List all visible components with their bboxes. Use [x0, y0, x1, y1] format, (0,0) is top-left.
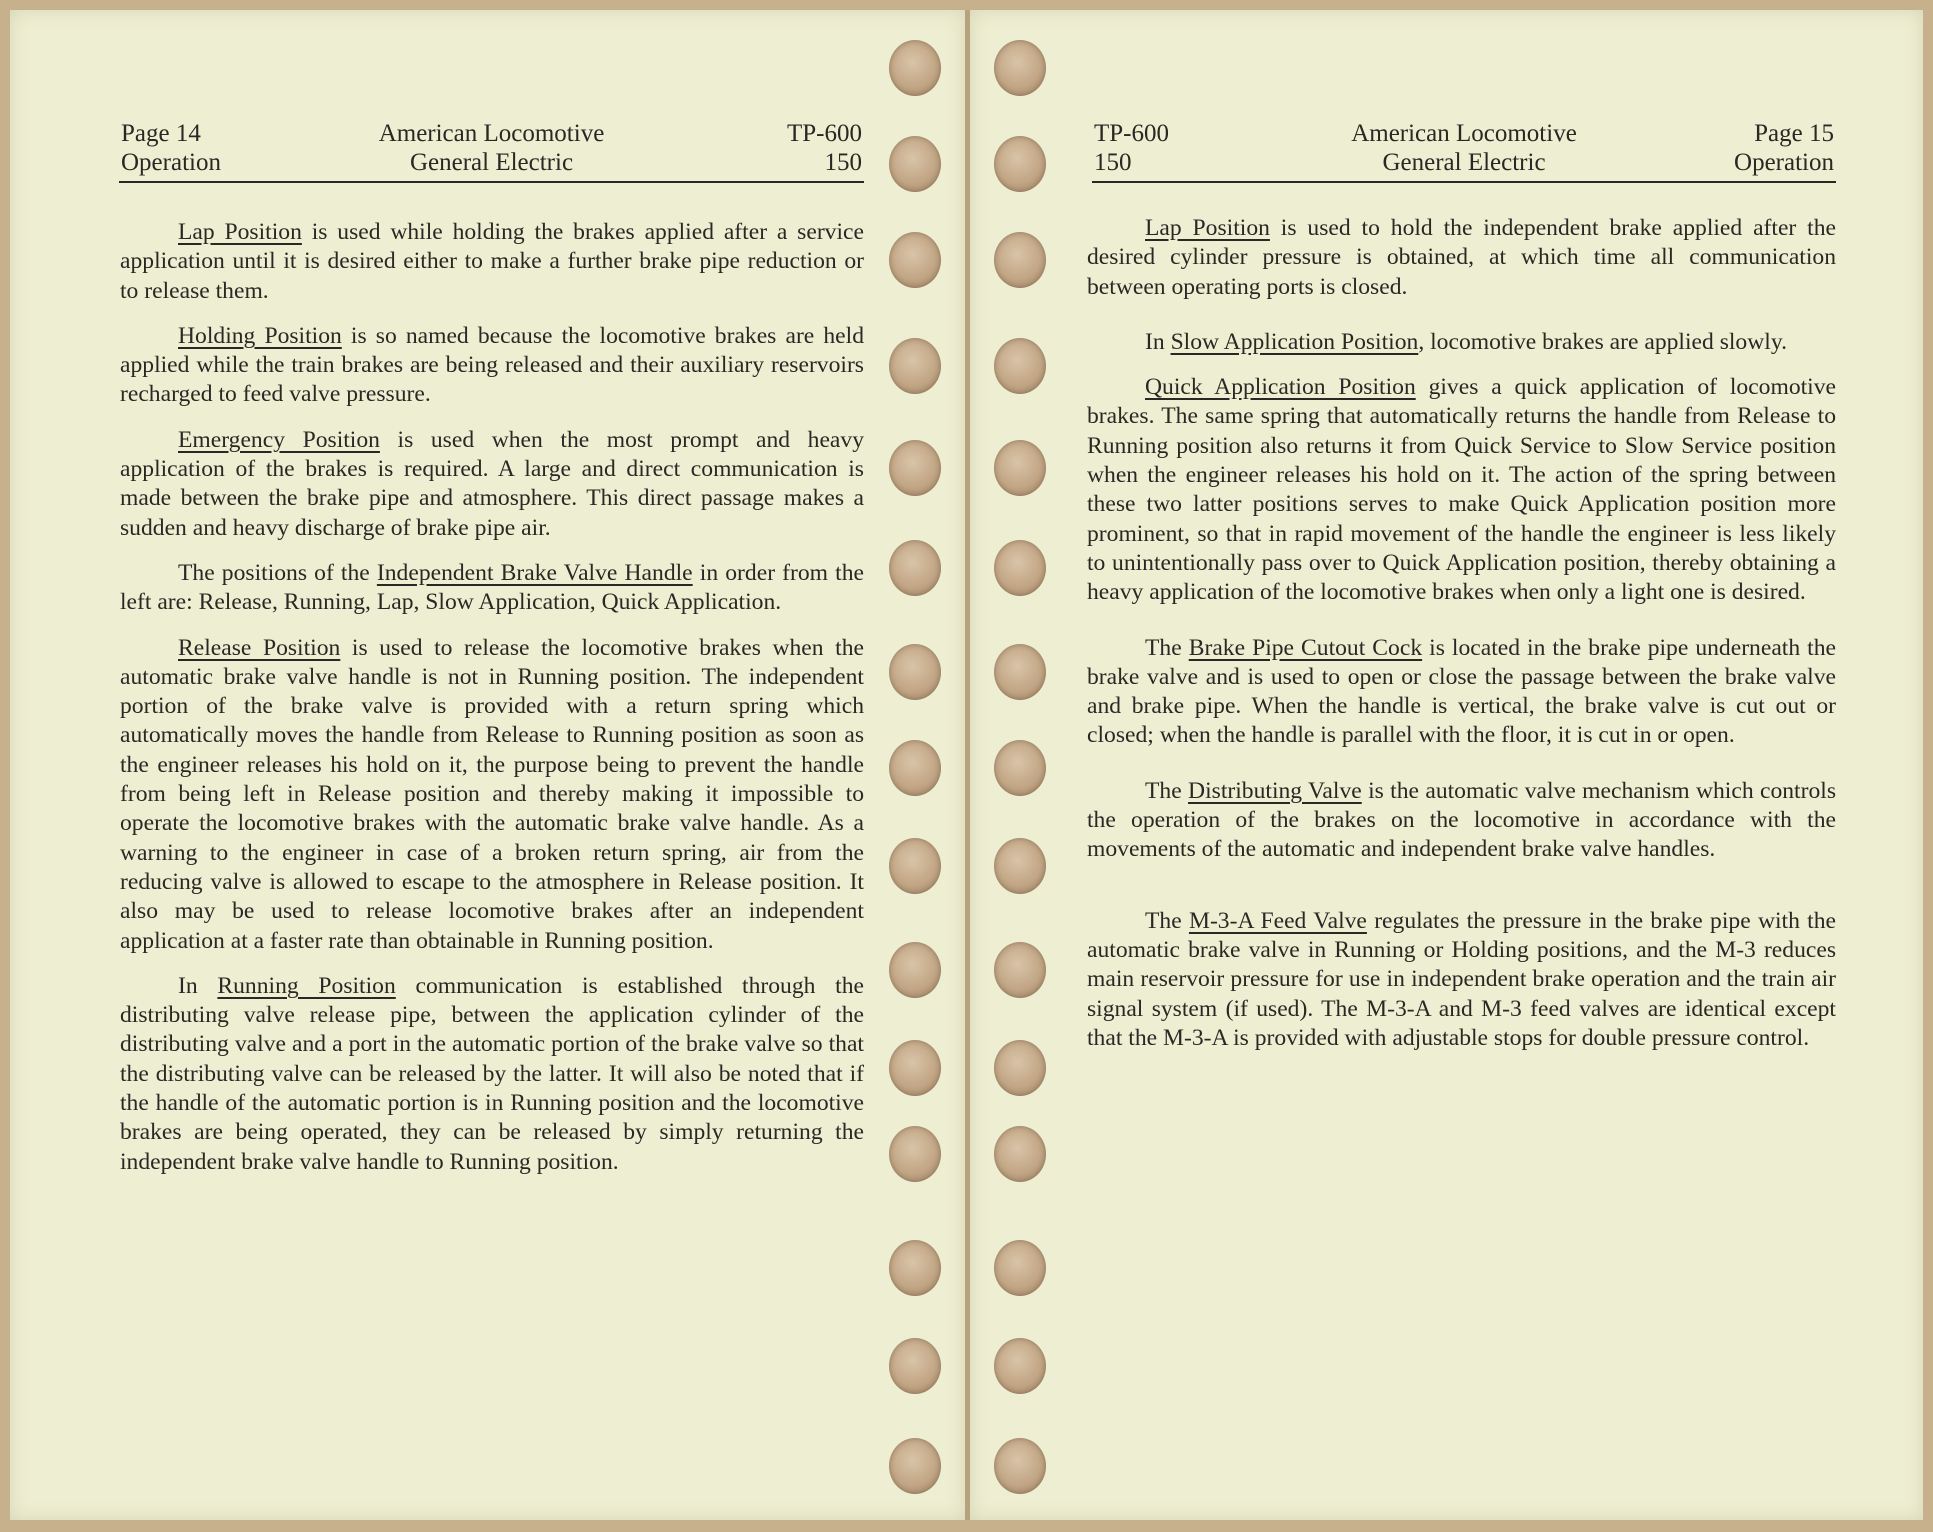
- left-page: [10, 10, 965, 1520]
- document-number: 150: [1094, 149, 1132, 176]
- right-page-body: [1087, 214, 1836, 1069]
- paragraph-brake-pipe-cutout-cock: The Brake Pipe Cutout Cock is located in the brake pipe underneath the brake valve and is used to open or close the passage between the brake valve and brake pipe. When the handle is vertical, the brake valve is cut out or closed; when the handle is parallel with the floor, it is cut in or open.: [1087, 634, 1836, 749]
- term-emergency-position: Emergency Position: [178, 426, 380, 453]
- left-page-body: [120, 218, 864, 1193]
- right-header-center-column: [1092, 119, 1836, 177]
- term-distributing-valve: Distributing Valve: [1188, 777, 1362, 804]
- term-lap-position: Lap Position: [1145, 215, 1270, 241]
- page-number: Page 15: [1754, 120, 1834, 147]
- paragraph-slow-application-position: In Slow Application Position, locomotive brakes are applied slowly.: [1145, 328, 1787, 355]
- term-lap-position: Lap Position: [178, 219, 302, 245]
- left-page-header: [119, 111, 864, 183]
- term-running-position: Running Position: [217, 972, 396, 999]
- page-number: Page 14: [121, 120, 201, 147]
- term-independent-brake-valve-handle: Independent Brake Valve Handle: [376, 559, 693, 586]
- section-label: Operation: [1734, 149, 1834, 176]
- left-header-right-column: [787, 119, 862, 177]
- term-brake-pipe-cutout-cock: Brake Pipe Cutout Cock: [1188, 634, 1423, 661]
- company-name-2: General Electric: [409, 149, 574, 176]
- document-code: TP-600: [1094, 120, 1169, 147]
- paragraph-lap-position: Lap Position is used while holding the brakes applied after a service application until it is desired either to make a further brake pipe reduction or to release them.: [120, 219, 864, 304]
- paragraph-m-3-a-feed-valve: The M-3-A Feed Valve regulates the pressure in the brake pipe with the automatic brake valve in Running or Holding positions, and the M-3 reduces main reservoir pressure for use in independent brake operation and the train air signal system (if used). The M-3-A and M-3 feed valves are identical except that the M-3-A is provided with adjustable stops for double pressure control.: [1087, 907, 1836, 1051]
- paragraph-release-position: Release Position is used to release the locomotive brakes when the automatic brake valve handle is not in Running position. The independent portion of the brake valve is provided with a return spring which automatically moves the handle from Release to Running position as soon as the engineer releases his hold on it, the purpose being to prevent the handle from being left in Release position and thereby making it impossible to operate the locomotive brakes with the automatic brake valve handle. As a warning to the engineer in case of a broken return spring, air from the reducing valve is allowed to escape to the atmosphere in Release position. It also may be used to release locomotive brakes after an independent application at a faster rate than obtainable in Running position.: [120, 634, 864, 954]
- term-quick-application-position: Quick Application Position: [1145, 374, 1416, 401]
- left-header-center-column: [119, 119, 864, 177]
- paragraph-emergency-position: Emergency Position is used when the most prompt and heavy application of the brakes is required. A large and direct communication is made between the brake pipe and atmosphere. This direct passage makes a sudden and heavy discharge of brake pipe air.: [120, 426, 864, 541]
- paragraph-holding-position: Holding Position is so named because the locomotive brakes are held applied while the train brakes are being released and their auxiliary reservoirs recharged to feed valve pressure.: [120, 322, 864, 408]
- company-name-2: General Electric: [1382, 149, 1546, 176]
- term-release-position: Release Position: [178, 634, 341, 661]
- right-page-header: [1092, 111, 1836, 183]
- paragraph-running-position: In Running Position communication is established through the distributing valve release pipe, between the application cylinder of the distributing valve and a port in the automatic portion of the brake valve so that the distributing valve can be released by the latter. It will also be noted that if the handle of the automatic portion is in Running position and the locomotive brakes are being operated, they can be released by simply returning the independent brake valve handle to Running position.: [120, 972, 864, 1175]
- document-code: TP-600: [787, 120, 862, 147]
- right-page: [970, 10, 1923, 1520]
- paragraph-quick-application-position: Quick Application Position gives a quick application of locomotive brakes. The same spring that automatically returns the handle from Release to Running position also returns it from Quick Service to Slow Service position when the engineer releases his hold on it. The action of the spring between these two latter positions serves to make Quick Application position more prominent, so that in rapid movement of the handle the engineer is less likely to unintentionally pass over to Quick Application position, thereby obtaining a heavy application of the locomotive brakes when only a light one is desired.: [1087, 374, 1836, 606]
- right-header-right-column: [1734, 119, 1834, 177]
- document-number: 150: [824, 149, 862, 176]
- paragraph-lap-position: Lap Position is used to hold the independent brake applied after the desired cylinder pressure is obtained, at which time all communication between operating ports is closed.: [1087, 215, 1836, 300]
- company-name: American Locomotive: [1351, 120, 1577, 147]
- paragraph-independent-brake-valve-handle: The positions of the Independent Brake Valve Handle in order from the left are: Release, Running, Lap, Slow Application, Quick Application.: [120, 559, 864, 616]
- term-slow-application-position: Slow Application Position: [1170, 328, 1419, 355]
- section-label: Operation: [121, 149, 221, 176]
- term-holding-position: Holding Position: [178, 322, 342, 349]
- term-m-3-a-feed-valve: M-3-A Feed Valve: [1188, 907, 1367, 934]
- paragraph-distributing-valve: The Distributing Valve is the automatic valve mechanism which controls the operation of the brakes on the locomotive in accordance with the movements of the automatic and independent brake valve handles.: [1087, 777, 1836, 863]
- company-name: American Locomotive: [378, 120, 605, 147]
